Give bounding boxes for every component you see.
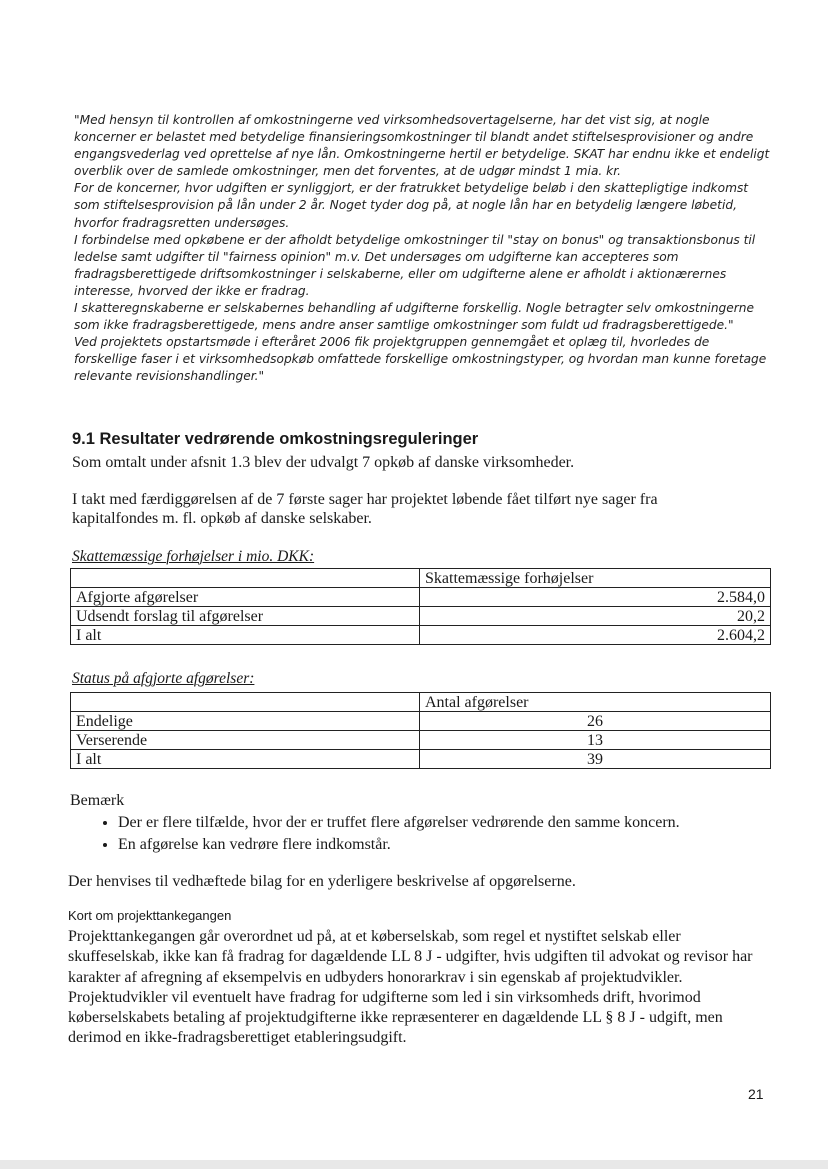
row-label: Udsendt forslag til afgørelser — [71, 607, 420, 626]
row-label: Verserende — [71, 731, 420, 750]
section-heading: 9.1 Resultater vedrørende omkostningsreguleringer — [72, 430, 479, 448]
remarks-list — [92, 812, 680, 856]
row-label: I alt — [71, 626, 420, 645]
table1-header: Skattemæssige forhøjelser — [420, 569, 771, 588]
quote-paragraph: Ved projektets opstartsmøde i efteråret 2006 fik projektgruppen gennemgået et oplæg til, hvorledes de forskellige faser i et virksomhedsopkøb omfattede forskellige omkostningstyper, og hvordan man kunne foretage relevante revisionshandlinger." — [74, 335, 767, 384]
table-row — [71, 607, 771, 626]
page-number: 21 — [748, 1086, 764, 1102]
row-value: 39 — [420, 750, 771, 769]
list-item: • En afgørelse kan vedrøre flere indkomstår. — [118, 834, 680, 856]
section-intro: Som omtalt under afsnit 1.3 blev der udvalgt 7 opkøb af danske virksomheder. — [72, 454, 575, 471]
table2-header: Antal afgørelser — [420, 693, 771, 712]
quote-paragraph: I skatteregnskaberne er selskabernes behandling af udgifterne forskellig. Nogle betragter selv omkostningerne som ikke fradragsberettigede, mens andre anser samtlige omkostninger som fuldt ud fradragsberettigede." — [74, 301, 755, 333]
table-row — [71, 588, 771, 607]
project-body: Projekttankegangen går overordnet ud på, at et køberselskab, som regel et nystiftet selskab eller skuffeselskab, ikke kan få fradrag for dagældende LL 8 J - udgifter, hvis udgiften til advokat og revisor har karakter af afregning af eksempelvis en udbyders honorarkrav i sin egenskab af projektudvikler. Projektudvikler vil eventuelt have fradrag for udgifterne som led i sin virksomheds drift, hvorimod køberselskabets betaling af projektudgifterne ikke repræsenterer en dagældende LL § 8 J - udgift, men derimod en ikke-fradragsberettiget etableringsudgift. — [68, 928, 753, 1047]
remarks-title: Bemærk — [70, 792, 125, 809]
row-value: 13 — [420, 731, 771, 750]
table1-caption: Skattemæssige forhøjelser i mio. DKK: — [72, 548, 315, 565]
section-paragraph: I takt med færdiggørelsen af de 7 første sager har projektet løbende fået tilført nye sager fra kapitalfondes m. fl. opkøb af danske selskaber. — [72, 491, 658, 527]
quote-paragraph: For de koncerner, hvor udgiften er synliggjort, er der fratrukket betydelige beløb i den skattepligtige indkomst som stiftelsesprovision på lån under 2 år. Noget tyder dog på, at nogle lån har en betydelig længere løbetid, hvorfor fradragsretten undersøges. — [74, 181, 749, 230]
decision-status-table — [70, 692, 771, 769]
table-row — [71, 731, 771, 750]
scan-footer-band — [0, 1160, 828, 1169]
list-item: • Der er flere tilfælde, hvor der er truffet flere afgørelser vedrørende den samme koncern. — [118, 812, 680, 834]
table1-header-empty — [71, 569, 420, 588]
project-subheading: Kort om projekttankegangen — [68, 908, 232, 923]
quoted-passage — [74, 112, 774, 386]
tax-increase-table — [70, 568, 771, 645]
row-label: Endelige — [71, 712, 420, 731]
row-value: 2.604,2 — [420, 626, 771, 645]
table2-header-empty — [71, 693, 420, 712]
row-value: 26 — [420, 712, 771, 731]
row-label: I alt — [71, 750, 420, 769]
row-value: 20,2 — [420, 607, 771, 626]
quote-paragraph: "Med hensyn til kontrollen af omkostningerne ved virksomhedsovertagelserne, har det vist sig, at nogle koncerner er belastet med betydelige finansieringsomkostninger til blandt andet stiftelsesprovisioner og andre engangsvederlag ved oprettelse af nye lån. Omkostningerne hertil er betydelige. SKAT har endnu ikke et endeligt overblik over de samlede omkostninger, men det forventes, at de udgør mindst 1 mia. kr. — [74, 113, 770, 179]
quote-paragraph: I forbindelse med opkøbene er der afholdt betydelige omkostninger til "stay on bonus" og transaktionsbonus til ledelse samt udgifter til "fairness opinion" m.v. Det undersøges om udgifterne kan accepteres som fradragsberettigede driftsomkostninger i selskaberne, eller om udgifterne alene er afholdt i aktionærernes interesse, hvorved der ikke er fradrag. — [74, 232, 756, 298]
table2-caption: Status på afgjorte afgørelser: — [72, 670, 255, 687]
table-row — [71, 712, 771, 731]
row-label: Afgjorte afgørelser — [71, 588, 420, 607]
table-row — [71, 626, 771, 645]
row-value: 2.584,0 — [420, 588, 771, 607]
table-row — [71, 750, 771, 769]
reference-text: Der henvises til vedhæftede bilag for en yderligere beskrivelse af opgørelserne. — [68, 873, 576, 890]
